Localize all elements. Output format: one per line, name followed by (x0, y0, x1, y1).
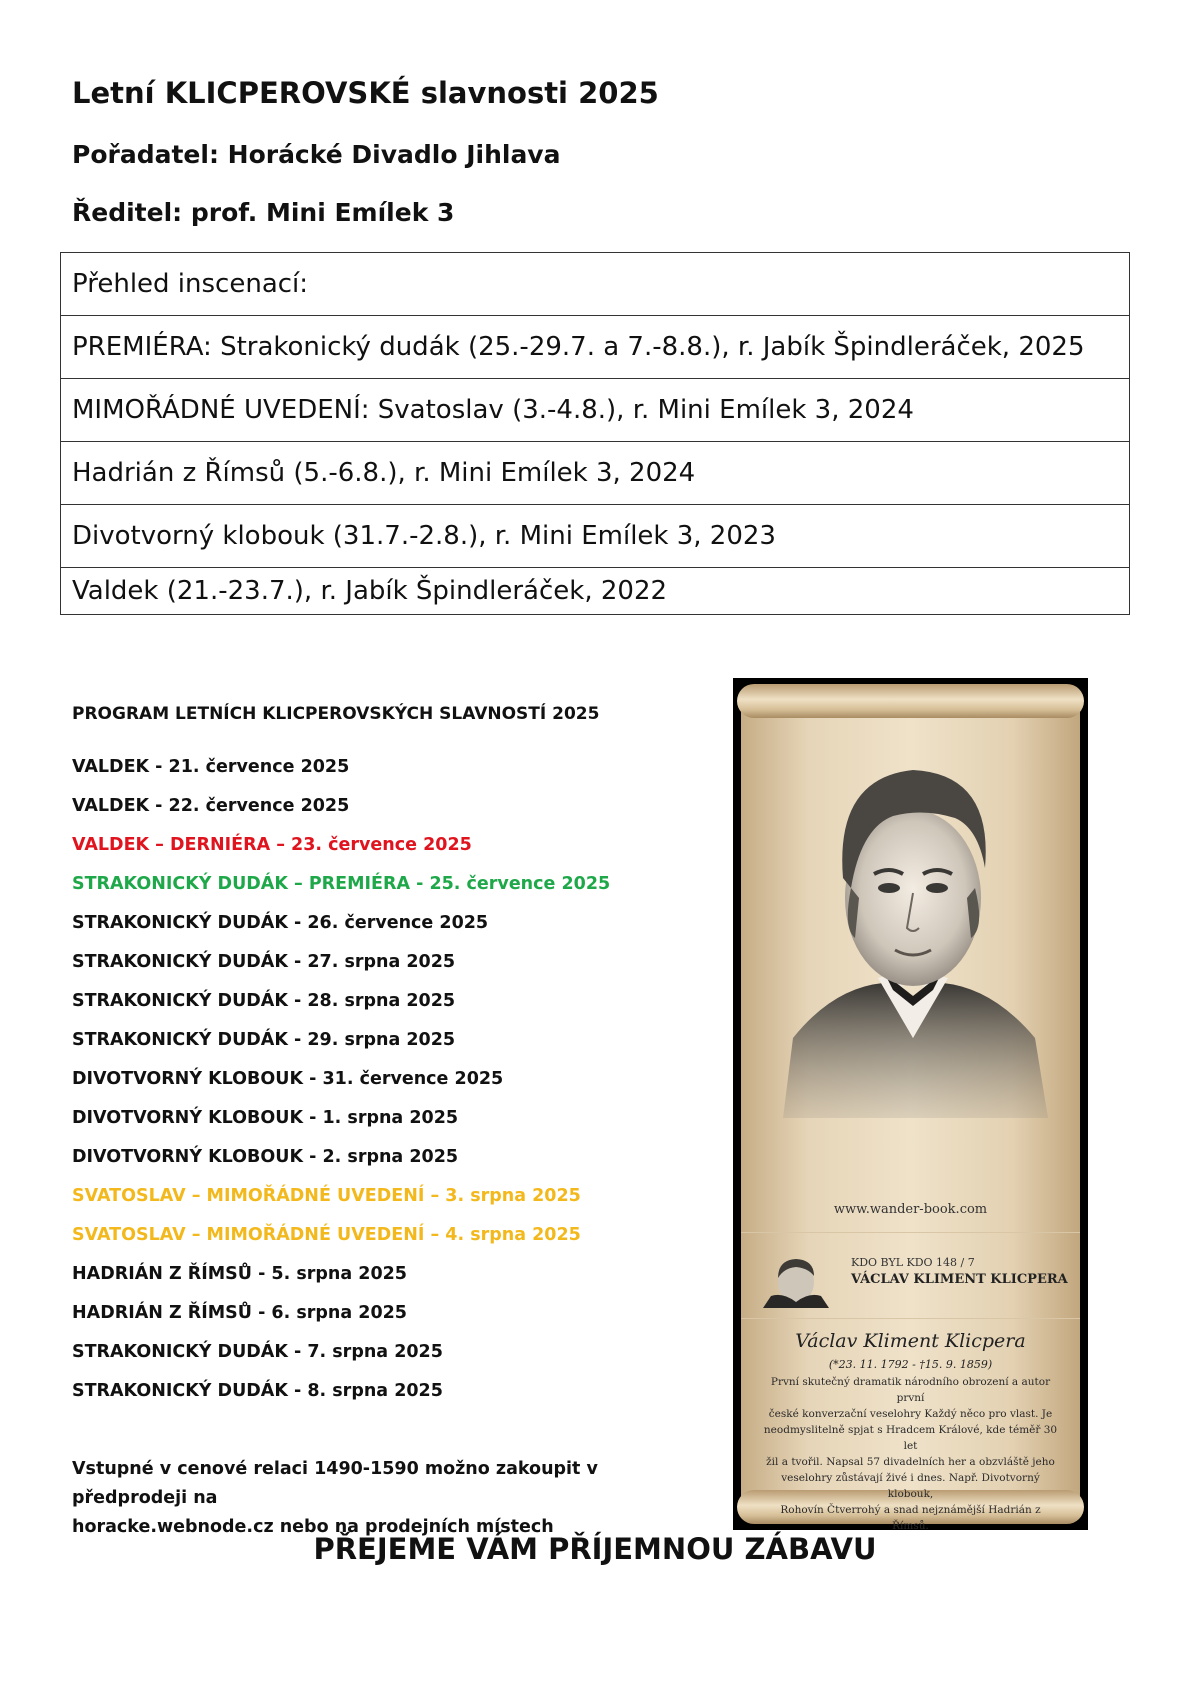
ticket-note (72, 1455, 712, 1542)
bookmark-signature: Václav Kliment Klicpera (795, 1330, 1026, 1352)
program-item: VALDEK - 22. července 2025 (72, 796, 350, 816)
mini-portrait-drawing (763, 1256, 829, 1308)
program-item: VALDEK – DERNIÉRA – 23. července 2025 (72, 835, 472, 855)
bio-line: veselohry zůstávají živé i dnes. Např. Divotvorný klobouk, (781, 1472, 1040, 1500)
bio-line: Rohovín Čtverrohý a snad nejznámější Hadrián z Římsů. (780, 1504, 1041, 1532)
bookmark-url: www.wander-book.com (833, 1202, 988, 1217)
program-item: SVATOSLAV – MIMOŘÁDNÉ UVEDENÍ – 3. srpna 2025 (72, 1186, 581, 1206)
klicpera-portrait-drawing (773, 738, 1053, 1118)
program-item: DIVOTVORNÝ KLOBOUK - 1. srpna 2025 (72, 1108, 459, 1128)
program-item: DIVOTVORNÝ KLOBOUK - 2. srpna 2025 (72, 1147, 459, 1167)
program-item: STRAKONICKÝ DUDÁK - 8. srpna 2025 (72, 1381, 443, 1401)
organizer-line: Pořadatel: Horácké Divadlo Jihlava (72, 140, 561, 169)
program-list (72, 756, 610, 1419)
table-row (61, 442, 1130, 505)
program-item: VALDEK - 21. července 2025 (72, 757, 350, 777)
closing-message: PŘEJEME VÁM PŘÍJEMNOU ZÁBAVU (313, 1532, 877, 1566)
program-item: STRAKONICKÝ DUDÁK - 28. srpna 2025 (72, 991, 456, 1011)
director-line: Ředitel: prof. Mini Emílek 3 (72, 198, 455, 227)
production-cell: Divotvorný klobouk (31.7.-2.8.), r. Mini Emílek 3, 2023 (61, 505, 1130, 568)
page-title: Letní KLICPEROVSKÉ slavnosti 2025 (72, 76, 659, 110)
program-item: HADRIÁN Z ŘÍMSŮ - 5. srpna 2025 (72, 1264, 407, 1284)
klicpera-bookmark-image (733, 678, 1088, 1530)
program-item: SVATOSLAV – MIMOŘÁDNÉ UVEDENÍ – 4. srpna 2025 (72, 1225, 581, 1245)
bookmark-person-name: VÁCLAV KLIMENT KLICPERA (851, 1272, 1068, 1287)
bookmark-divider (741, 1232, 1080, 1233)
production-cell: Hadrián z Římsů (5.-6.8.), r. Mini Emílek 3, 2024 (61, 442, 1130, 505)
table-row (61, 379, 1130, 442)
program-item: STRAKONICKÝ DUDÁK - 26. července 2025 (72, 913, 489, 933)
bookmark-life-dates: (*23. 11. 1792 - †15. 9. 1859) (828, 1358, 993, 1371)
program-item: STRAKONICKÝ DUDÁK - 7. srpna 2025 (72, 1342, 443, 1362)
table-row (61, 505, 1130, 568)
bookmark-biography (763, 1374, 1058, 1534)
bio-line: české konverzační veselohry Každý něco pro vlast. Je (768, 1408, 1053, 1420)
production-cell: MIMOŘÁDNÉ UVEDENÍ: Svatoslav (3.-4.8.), r. Mini Emílek 3, 2024 (61, 379, 1130, 442)
program-item: HADRIÁN Z ŘÍMSŮ - 6. srpna 2025 (72, 1303, 407, 1323)
ticket-note-line-2: horacke.webnode.cz nebo na prodejních místech (72, 1517, 554, 1537)
table-row (61, 253, 1130, 316)
bookmark-series: KDO BYL KDO 148 / 7 (851, 1256, 975, 1269)
bio-line: První skutečný dramatik národního obrození a autor první (770, 1376, 1051, 1404)
program-title: PROGRAM LETNÍCH KLICPEROVSKÝCH SLAVNOSTÍ 2025 (72, 704, 600, 724)
program-item: STRAKONICKÝ DUDÁK - 29. srpna 2025 (72, 1030, 456, 1050)
productions-table (60, 252, 1130, 615)
program-item: STRAKONICKÝ DUDÁK – PREMIÉRA - 25. července 2025 (72, 874, 611, 894)
scroll-roll-top (737, 684, 1084, 718)
productions-heading: Přehled inscenací: (61, 253, 1130, 316)
table-row (61, 316, 1130, 379)
production-cell: Valdek (21.-23.7.), r. Jabík Špindleráček, 2022 (61, 568, 1130, 615)
bookmark-divider (741, 1318, 1080, 1319)
table-row (61, 568, 1130, 615)
ticket-note-line-1: Vstupné v cenové relaci 1490-1590 možno zakoupit v předprodeji na (72, 1459, 598, 1508)
bio-line: žil a tvořil. Napsal 57 divadelních her a obzvláště jeho (766, 1456, 1055, 1468)
program-item: STRAKONICKÝ DUDÁK - 27. srpna 2025 (72, 952, 456, 972)
bio-line: neodmyslitelně spjat s Hradcem Králové, kde téměř 30 let (763, 1424, 1058, 1452)
production-cell: PREMIÉRA: Strakonický dudák (25.-29.7. a 7.-8.8.), r. Jabík Špindleráček, 2025 (61, 316, 1130, 379)
program-item: DIVOTVORNÝ KLOBOUK - 31. července 2025 (72, 1069, 504, 1089)
